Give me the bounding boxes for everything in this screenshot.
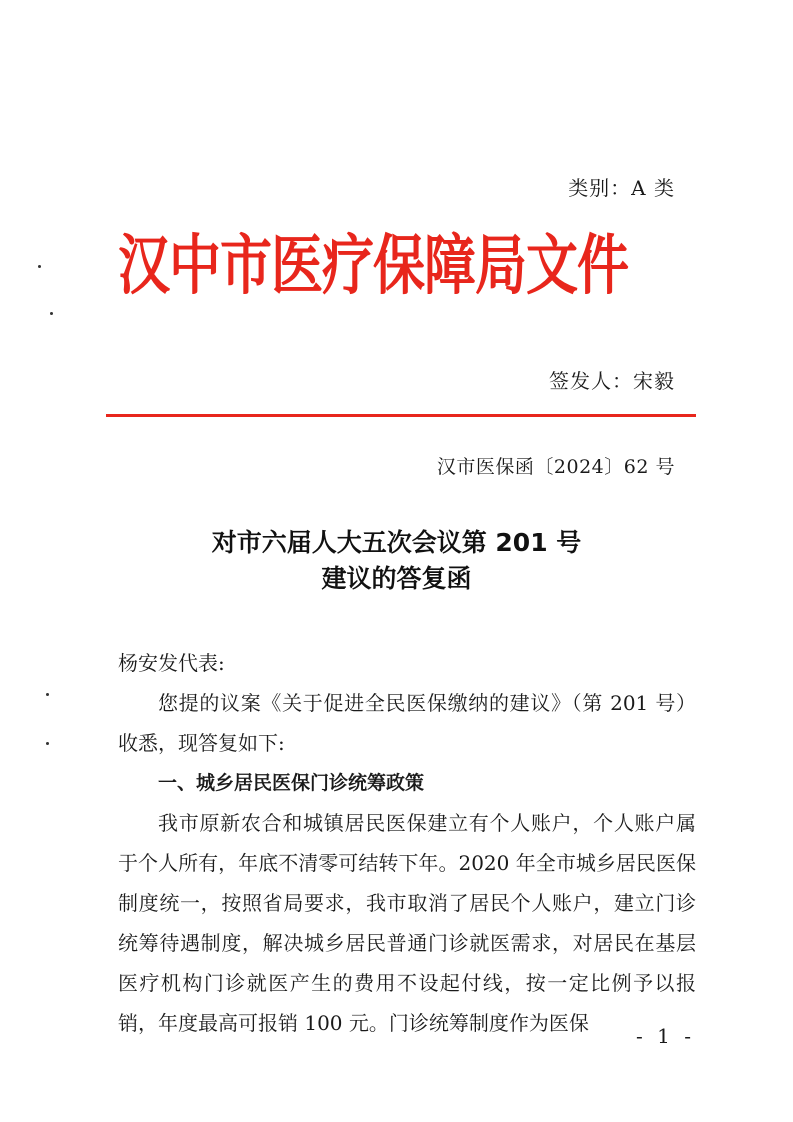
title-line-2: 建议的答复函 [321, 564, 472, 593]
masthead-divider [106, 414, 696, 417]
page-number: - 1 - [636, 1024, 695, 1048]
document-signer: 签发人：宋毅 [549, 369, 675, 393]
scan-speck [46, 742, 49, 745]
document-number: 汉市医保函〔2024〕62 号 [436, 456, 675, 478]
document-masthead: 汉中市医疗保障局文件 [118, 228, 629, 304]
document-category: 类别：A 类 [568, 176, 675, 200]
section-heading: 一、城乡居民医保门诊统筹政策 [158, 772, 425, 794]
scan-speck [38, 265, 41, 268]
section-paragraph: 我市原新农合和城镇居民医保建立有个人账户，个人账户属于个人所有，年底不清零可结转下年。2020 年全市城乡居民医保制度统一，按照省局要求，我市取消了居民个人账户，建立门诊统筹待遇制度，解决城乡居民普通门诊就医需求，对居民在基层医疗机构门诊就医产生的费用不设起付线，按一定比例予以报销，年度最高可报销 100 元。门诊统筹制度作为医保 [118, 811, 696, 1035]
salutation: 杨安发代表: [118, 651, 225, 675]
scan-speck [50, 312, 53, 315]
document-title [0, 525, 793, 597]
intro-paragraph: 您提的议案《关于促进全民医保缴纳的建议》（第 201 号）收悉，现答复如下: [118, 691, 696, 755]
title-line-1: 对市六届人大五次会议第 201 号 [211, 528, 582, 557]
document-body [118, 643, 696, 1043]
scan-speck [46, 693, 49, 696]
